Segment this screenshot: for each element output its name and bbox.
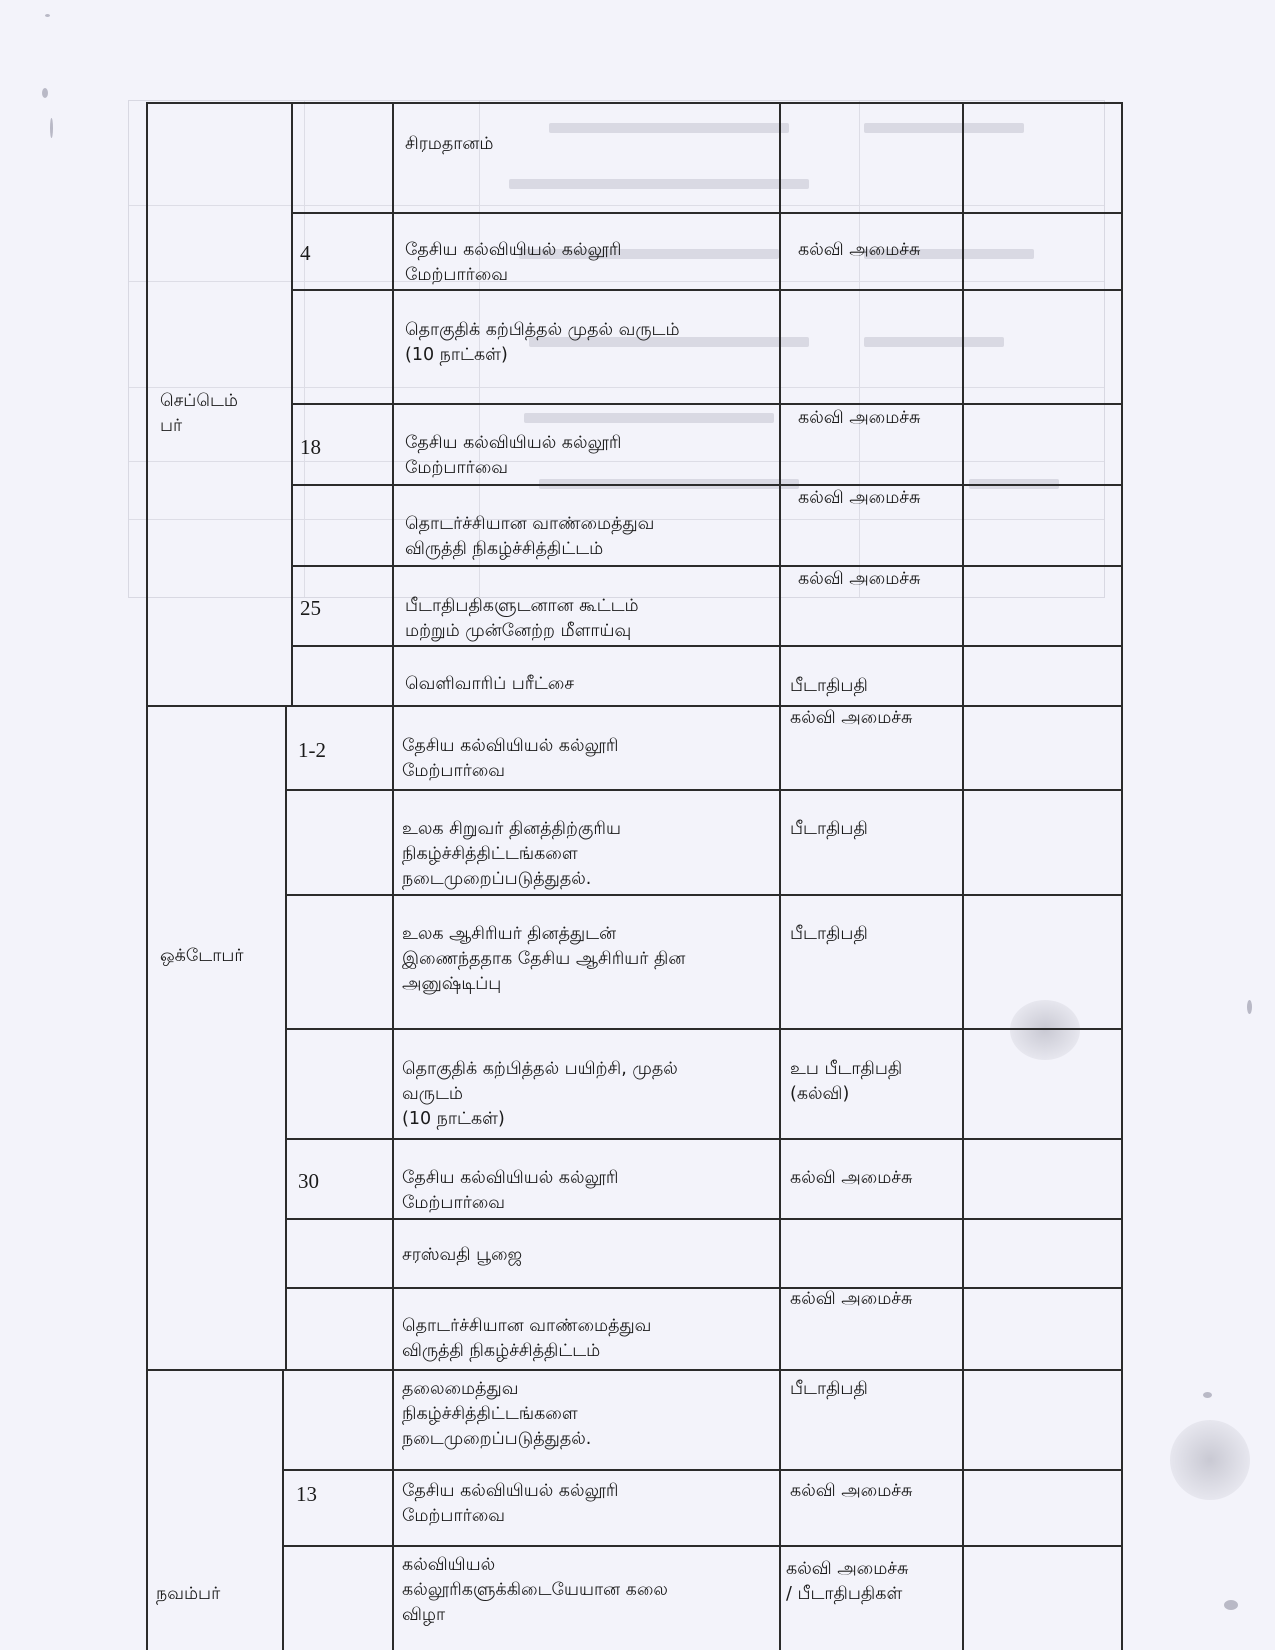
activity-cell: தேசிய கல்வியியல் கல்லூரி மேற்பார்வை: [402, 736, 619, 781]
responsible-cell: பீடாதிபதி: [790, 924, 868, 944]
responsible-cell: கல்வி அமைச்சு / பீடாதிபதிகள்: [786, 1559, 909, 1604]
scan-speck: [45, 14, 50, 17]
activity-cell: வெளிவாரிப் பரீட்சை: [405, 674, 575, 694]
activity-cell: கல்வியியல் கல்லூரிகளுக்கிடையேயான கலை விழா: [402, 1555, 668, 1625]
scan-speck: [1203, 1392, 1212, 1398]
responsible-cell: கல்வி அமைச்சு: [798, 408, 921, 428]
responsible-cell: பீடாதிபதி: [790, 819, 868, 839]
activity-cell: உலக ஆசிரியர் தினத்துடன் இணைந்ததாக தேசிய ஆசிரியர் தின அனுஷ்டிப்பு: [402, 924, 686, 994]
activity-cell: தேசிய கல்வியியல் கல்லூரி மேற்பார்வை: [402, 1481, 619, 1526]
activity-cell: தொடர்ச்சியான வாண்மைத்துவ விருத்தி நிகழ்ச்சித்திட்டம்: [402, 1316, 652, 1361]
scan-speck: [1224, 1600, 1238, 1610]
responsible-cell: கல்வி அமைச்சு: [790, 708, 913, 728]
month-label-november: நவம்பர்: [156, 1584, 221, 1604]
day-cell: 18: [300, 435, 321, 459]
responsible-cell: கல்வி அமைச்சு: [798, 569, 921, 589]
month-label-september: செப்டெம் பர்: [160, 391, 238, 436]
activity-cell: தேசிய கல்வியியல் கல்லூரி மேற்பார்வை: [405, 240, 622, 285]
activity-cell: தொகுதிக் கற்பித்தல் முதல் வருடம் (10 நாட்கள்): [405, 320, 680, 365]
day-cell: 4: [300, 241, 311, 265]
activity-cell: தேசிய கல்வியியல் கல்லூரி மேற்பார்வை: [405, 433, 622, 478]
activity-cell: தலைமைத்துவ நிகழ்ச்சித்திட்டங்களை நடைமுறைப்படுத்துதல்.: [402, 1379, 592, 1449]
scan-smudge: [1170, 1420, 1250, 1500]
responsible-cell: கல்வி அமைச்சு: [790, 1481, 913, 1501]
responsible-cell: கல்வி அமைச்சு: [790, 1289, 913, 1309]
responsible-cell: பீடாதிபதி: [790, 1379, 868, 1399]
responsible-cell: கல்வி அமைச்சு: [798, 240, 921, 260]
activity-cell: சிரமதானம்: [405, 134, 494, 154]
day-cell: 30: [298, 1169, 319, 1193]
activity-cell: தேசிய கல்வியியல் கல்லூரி மேற்பார்வை: [402, 1168, 619, 1213]
scan-smudge: [1010, 1000, 1080, 1060]
scan-speck: [42, 88, 48, 98]
day-cell: 25: [300, 596, 321, 620]
day-cell: 1-2: [298, 738, 326, 762]
responsible-cell: பீடாதிபதி: [790, 676, 868, 696]
activity-cell: பீடாதிபதிகளுடனான கூட்டம் மற்றும் முன்னேற்ற மீளாய்வு: [405, 596, 639, 641]
responsible-cell: உப பீடாதிபதி (கல்வி): [790, 1059, 903, 1104]
scan-speck: [1247, 1000, 1252, 1014]
scan-speck: [50, 118, 53, 138]
month-label-october: ஒக்டோபர்: [160, 946, 244, 966]
activity-cell: தொடர்ச்சியான வாண்மைத்துவ விருத்தி நிகழ்ச்சித்திட்டம்: [405, 514, 655, 559]
activity-cell: தொகுதிக் கற்பித்தல் பயிற்சி, முதல் வருடம் (10 நாட்கள்): [402, 1059, 678, 1129]
activity-cell: சரஸ்வதி பூஜை: [402, 1245, 523, 1265]
responsible-cell: கல்வி அமைச்சு: [798, 488, 921, 508]
responsible-cell: கல்வி அமைச்சு: [790, 1168, 913, 1188]
activity-cell: உலக சிறுவர் தினத்திற்குரிய நிகழ்ச்சித்திட்டங்களை நடைமுறைப்படுத்துதல்.: [402, 819, 621, 889]
day-cell: 13: [296, 1482, 317, 1506]
